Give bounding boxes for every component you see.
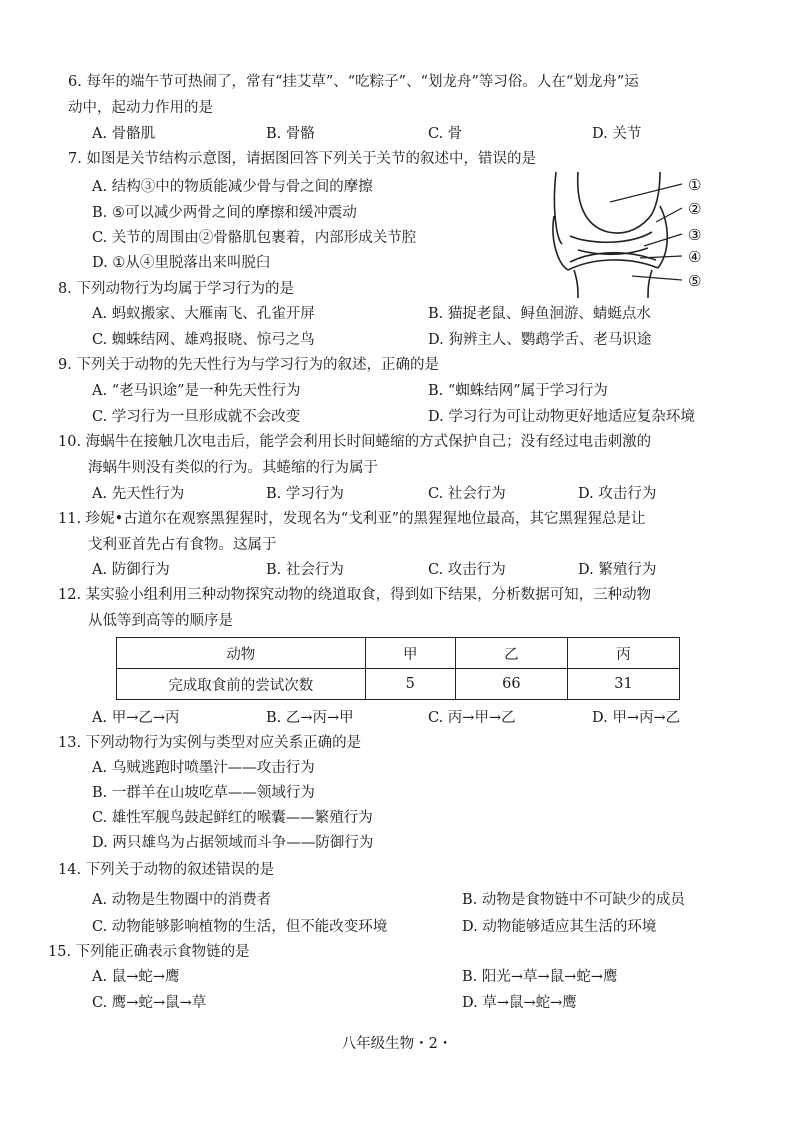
q15-option-c: C. 鹰→蛇→鼠→草 <box>92 995 207 1011</box>
q10-option-c: C. 社会行为 <box>428 486 506 502</box>
q8-stem: 8. 下列动物行为均属于学习行为的是 <box>58 281 294 297</box>
table-header-cell: 甲 <box>365 638 455 669</box>
q6-option-d: D. 关节 <box>592 126 642 142</box>
q10-stem-line2: 海蜗牛则没有类似的行为。其蜷缩的行为属于 <box>88 460 378 476</box>
q9-option-c: C. 学习行为一旦形成就不会改变 <box>92 409 301 425</box>
q10-option-a: A. 先天性行为 <box>92 486 185 502</box>
q7-option-b: B. ⑤可以减少两骨之间的摩擦和缓冲震动 <box>92 205 357 221</box>
diagram-label-2: ② <box>688 200 702 218</box>
table-cell: 66 <box>455 669 567 700</box>
experiment-table <box>116 637 680 700</box>
q11-option-b: B. 社会行为 <box>266 562 344 578</box>
q14-option-c: C. 动物能够影响植物的生活，但不能改变环境 <box>92 919 388 935</box>
q15-stem: 15. 下列能正确表示食物链的是 <box>48 944 250 960</box>
q9-option-b: B. “蜘蛛结网”属于学习行为 <box>428 383 608 399</box>
q12-option-c: C. 丙→甲→乙 <box>428 710 516 726</box>
q14-stem: 14. 下列关于动物的叙述错误的是 <box>58 862 275 878</box>
q6-stem-line1: 6. 每年的端午节可热闹了，常有“挂艾草”、“吃粽子”、“划龙舟”等习俗。人在“划龙舟”运 <box>68 74 639 90</box>
q8-option-b: B. 猫捉老鼠、鲟鱼洄游、蜻蜓点水 <box>428 306 651 322</box>
q13-option-d: D. 两只雄鸟为占据领域而斗争——防御行为 <box>92 835 374 851</box>
q10-option-d: D. 攻击行为 <box>578 486 657 502</box>
table-header-cell: 乙 <box>455 638 567 669</box>
q6-option-a: A. 骨骼肌 <box>92 126 156 142</box>
table-header-cell: 动物 <box>117 638 366 669</box>
q8-option-c: C. 蜘蛛结网、雄鸡报晓、惊弓之鸟 <box>92 332 315 348</box>
q7-option-d: D. ①从④里脱落出来叫脱臼 <box>92 255 271 271</box>
q12-stem-line1: 12. 某实验小组利用三种动物探究动物的绕道取食，得到如下结果，分析数据可知，三种动物 <box>58 587 652 603</box>
q13-option-b: B. 一群羊在山坡吃草——领域行为 <box>92 785 315 801</box>
q15-option-b: B. 阳光→草→鼠→蛇→鹰 <box>462 969 618 985</box>
q11-stem-line2: 戈利亚首先占有食物。这属于 <box>88 537 277 553</box>
q7-option-a: A. 结构③中的物质能减少骨与骨之间的摩擦 <box>92 179 373 195</box>
q6-option-c: C. 骨 <box>428 126 463 142</box>
diagram-label-5: ⑤ <box>688 272 702 290</box>
q6-stem-line2: 动中，起动力作用的是 <box>68 100 213 116</box>
q15-option-a: A. 鼠→蛇→鹰 <box>92 969 180 985</box>
q12-option-a: A. 甲→乙→丙 <box>92 710 180 726</box>
table-cell: 完成取食前的尝试次数 <box>117 669 366 700</box>
q13-stem: 13. 下列动物行为实例与类型对应关系正确的是 <box>58 735 362 751</box>
q8-option-d: D. 狗辨主人、鹦鹉学舌、老马识途 <box>428 332 652 348</box>
table-row <box>117 669 680 700</box>
q14-option-a: A. 动物是生物圈中的消费者 <box>92 892 272 908</box>
q7-stem: 7. 如图是关节结构示意图，请据图回答下列关于关节的叙述中，错误的是 <box>68 151 536 167</box>
diagram-label-4: ④ <box>688 248 702 266</box>
q12-option-d: D. 甲→丙→乙 <box>592 710 681 726</box>
q7-option-c: C. 关节的周围由②骨骼肌包裹着，内部形成关节腔 <box>92 230 417 246</box>
q13-option-c: C. 雄性军舰鸟鼓起鲜红的喉囊——繁殖行为 <box>92 810 373 826</box>
q14-option-b: B. 动物是食物链中不可缺少的成员 <box>462 892 685 908</box>
q14-option-d: D. 动物能够适应其生活的环境 <box>462 919 657 935</box>
q11-option-d: D. 繁殖行为 <box>578 562 657 578</box>
q11-option-c: C. 攻击行为 <box>428 562 506 578</box>
q9-stem: 9. 下列关于动物的先天性行为与学习行为的叙述，正确的是 <box>58 357 439 373</box>
q12-stem-line2: 从低等到高等的顺序是 <box>88 613 233 629</box>
table-cell: 5 <box>365 669 455 700</box>
q8-option-a: A. 蚂蚁搬家、大雁南飞、孔雀开屏 <box>92 306 315 322</box>
q11-option-a: A. 防御行为 <box>92 562 170 578</box>
q11-stem-line1: 11. 珍妮•古道尔在观察黑猩猩时，发现名为“戈利亚”的黑猩猩地位最高，其它黑猩猩总是让 <box>58 511 646 527</box>
q13-option-a: A. 乌贼逃跑时喷墨汁——攻击行为 <box>92 760 315 776</box>
table-header-cell: 丙 <box>567 638 679 669</box>
q10-option-b: B. 学习行为 <box>266 486 344 502</box>
q10-stem-line1: 10. 海蜗牛在接触几次电击后，能学会利用长时间蜷缩的方式保护自己；没有经过电击刺激的 <box>58 434 652 450</box>
q9-option-d: D. 学习行为可让动物更好地适应复杂环境 <box>428 409 695 425</box>
q6-option-b: B. 骨骼 <box>266 126 315 142</box>
diagram-label-1: ① <box>688 176 702 194</box>
table-cell: 31 <box>567 669 679 700</box>
q9-option-a: A. “老马识途”是一种先天性行为 <box>92 383 301 399</box>
q12-option-b: B. 乙→丙→甲 <box>266 710 354 726</box>
q15-option-d: D. 草→鼠→蛇→鹰 <box>462 995 577 1011</box>
diagram-label-3: ③ <box>688 226 702 244</box>
joint-structure-diagram <box>548 166 718 298</box>
page-footer: 八年级生物・2・ <box>341 1036 453 1052</box>
table-header-row <box>117 638 680 669</box>
